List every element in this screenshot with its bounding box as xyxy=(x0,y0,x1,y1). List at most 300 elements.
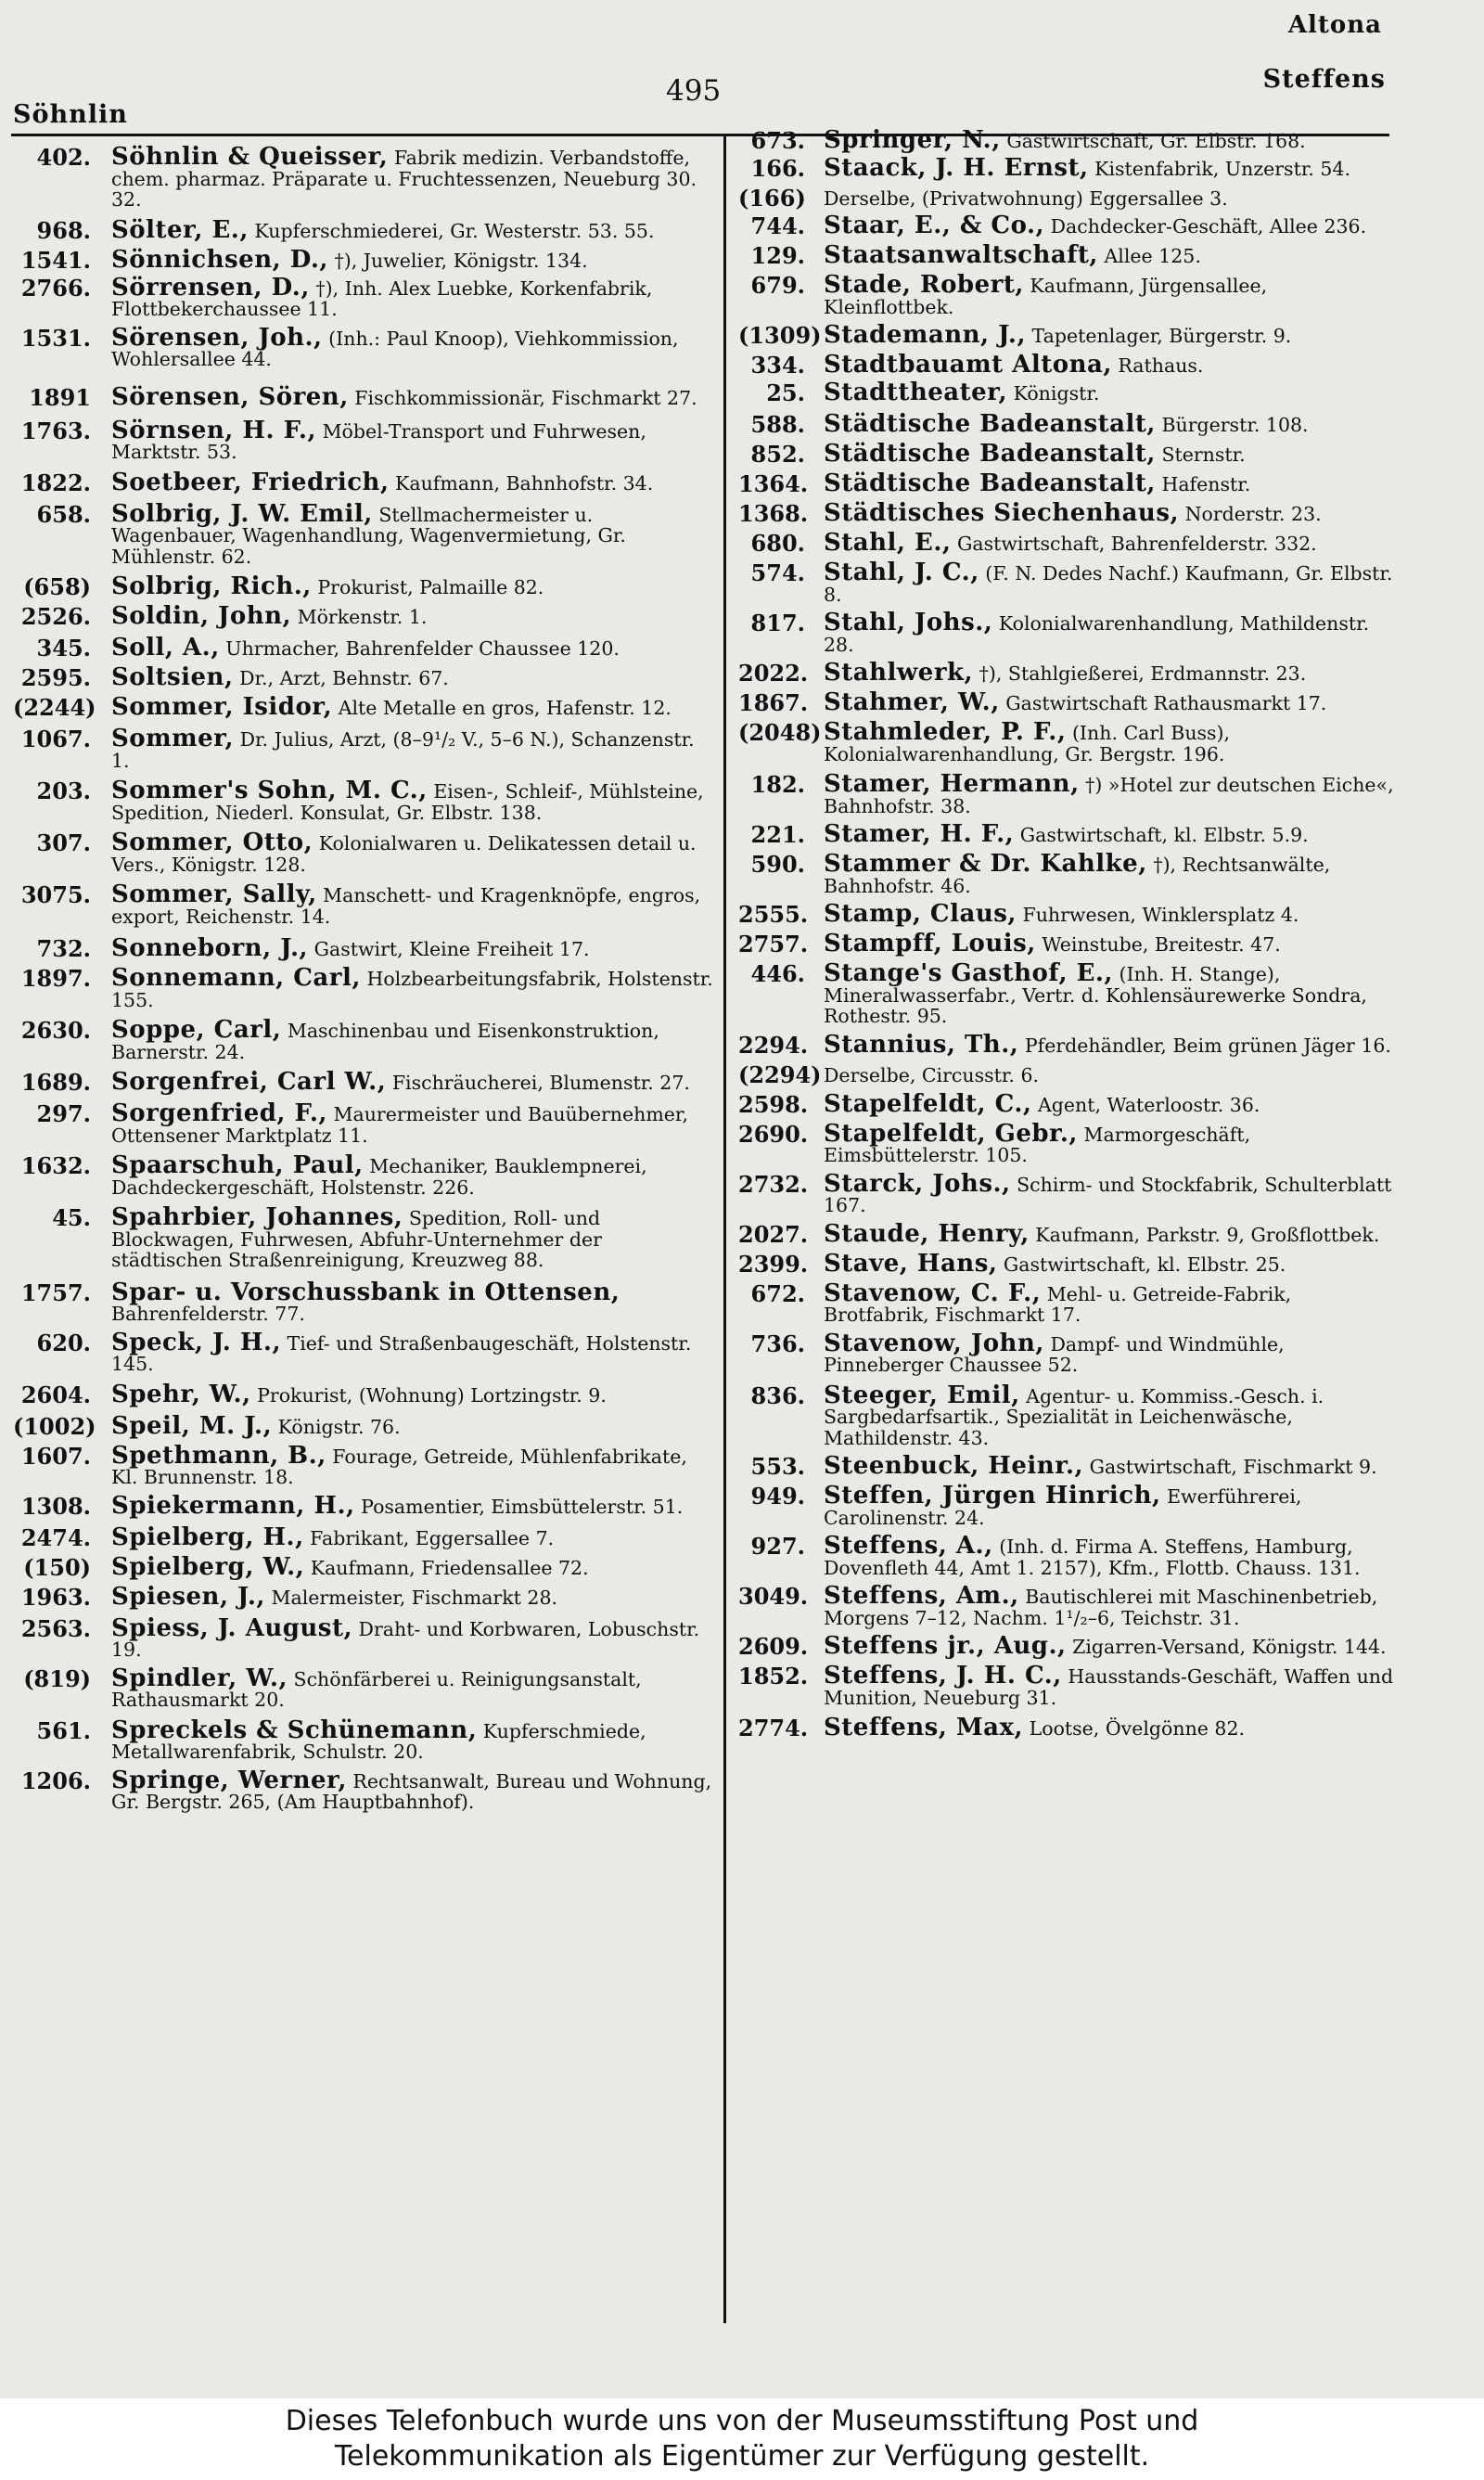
subscriber-name: Soppe, Carl, xyxy=(111,1016,282,1044)
subscriber-details: †), Inh. Alex Luebke, Korkenfabrik, Flottbekerchaussee 11. xyxy=(111,276,653,320)
entry-text xyxy=(111,693,718,721)
subscriber-details: †), Rechtsanwälte, Bahnhofstr. 46. xyxy=(824,854,1331,897)
subscriber-details: Marmorgeschäft, Eimsbüttelerstr. 105. xyxy=(824,1123,1251,1166)
running-head-left: Söhnlin xyxy=(13,100,128,129)
subscriber-name: Steffens jr., Aug., xyxy=(824,1632,1067,1660)
entry-text xyxy=(824,410,1397,438)
directory-entry xyxy=(13,1278,718,1325)
subscriber-name: Spreckels & Schünemann, xyxy=(111,1715,478,1744)
directory-entry xyxy=(13,1552,718,1581)
entry-text xyxy=(111,1068,718,1096)
footer-line-2: Telekommunikation als Eigentümer zur Verfügung gestellt. xyxy=(334,2440,1150,2473)
subscriber-name: Sorgenfrei, Carl W., xyxy=(111,1068,387,1096)
directory-entry xyxy=(13,1715,718,1763)
subscriber-name: Sönnichsen, D., xyxy=(111,245,328,274)
phone-number: 2598. xyxy=(738,1090,809,1118)
subscriber-name: Sommer, Sally, xyxy=(111,880,317,908)
subscriber-details: Uhrmacher, Bahrenfelder Chaussee 120. xyxy=(225,637,620,660)
phone-number: (1002) xyxy=(13,1412,96,1440)
subscriber-name: Stade, Robert, xyxy=(824,271,1024,299)
subscriber-name: Staar, E., & Co., xyxy=(824,212,1045,239)
subscriber-details: Dachdecker-Geschäft, Allee 236. xyxy=(1050,215,1367,238)
subscriber-name: Stapelfeldt, Gebr., xyxy=(824,1119,1078,1148)
directory-entry xyxy=(738,1279,1397,1326)
phone-number: 574. xyxy=(750,559,805,586)
directory-entry xyxy=(738,1169,1397,1216)
directory-entry xyxy=(13,1582,718,1611)
entry-text xyxy=(111,382,718,411)
phone-number: 2474. xyxy=(20,1523,91,1551)
subscriber-details: Rathaus. xyxy=(1118,354,1204,377)
directory-entry xyxy=(738,187,1397,210)
phone-number: 1867. xyxy=(738,689,809,716)
phone-number: 927. xyxy=(750,1533,805,1560)
subscriber-details: Kistenfabrik, Unzerstr. 54. xyxy=(1094,158,1350,180)
subscriber-name: Sommer's Sohn, M. C., xyxy=(111,777,428,804)
subscriber-name: Spar- u. Vorschussbank in Ottensen, xyxy=(111,1278,620,1306)
entry-text xyxy=(824,770,1397,817)
subscriber-name: Solbrig, J. W. Emil, xyxy=(111,499,373,528)
subscriber-name: Spethmann, B., xyxy=(111,1441,326,1470)
subscriber-details: Mörkenstr. 1. xyxy=(297,606,428,628)
subscriber-details: Kaufmann, Bahnhofstr. 34. xyxy=(395,471,654,495)
phone-number: 297. xyxy=(36,1100,91,1127)
directory-entry xyxy=(13,1441,718,1488)
subscriber-details: Möbel-Transport und Fuhrwesen, Marktstr. 53. xyxy=(111,419,646,463)
subscriber-name: Städtische Badeanstalt, xyxy=(824,469,1156,497)
subscriber-details: Mechaniker, Bauklempnerei, Dachdeckergeschäft, Holstenstr. 226. xyxy=(111,1155,647,1199)
subscriber-details: †) »Hotel zur deutschen Eiche«, Bahnhofstr. 38. xyxy=(824,774,1394,817)
directory-entry xyxy=(13,1099,718,1147)
directory-entry xyxy=(738,241,1397,269)
subscriber-name: Stahmleder, P. F., xyxy=(824,718,1067,746)
subscriber-details: Kaufmann, Friedensallee 72. xyxy=(310,1556,589,1579)
entry-text xyxy=(111,1328,718,1375)
entry-text xyxy=(111,880,718,928)
phone-number: 852. xyxy=(750,441,805,468)
subscriber-details: Derselbe, Circusstr. 6. xyxy=(824,1063,1040,1086)
subscriber-details: (Inh. d. Firma A. Steffens, Hamburg, Dovenfleth 44, Amt 1. 2157), Kfm., Flottb. Chauss. 131. xyxy=(824,1536,1361,1579)
entry-text xyxy=(111,964,718,1011)
directory-entry xyxy=(13,1411,718,1440)
subscriber-name: Stavenow, John, xyxy=(824,1329,1044,1357)
subscriber-details: (Inh.: Paul Knoop), Viehkommission, Wohlersallee 44. xyxy=(111,327,679,370)
entry-text xyxy=(824,1089,1397,1118)
subscriber-details: Schönfärberei u. Reinigungsanstalt, Rathausmarkt 20. xyxy=(111,1667,642,1711)
subscriber-name: Stahl, E., xyxy=(824,529,952,557)
subscriber-name: Sonneborn, J., xyxy=(111,934,309,962)
directory-entry xyxy=(13,382,718,411)
subscriber-details: Kupferschmiederei, Gr. Westerstr. 53. 55. xyxy=(254,219,655,242)
subscriber-details: Fischkommissionär, Fischmarkt 27. xyxy=(354,386,697,409)
subscriber-details: Schirm- und Stockfabrik, Schulterblatt 167. xyxy=(824,1173,1392,1216)
subscriber-name: Speck, J. H., xyxy=(111,1328,282,1356)
phone-number: 2595. xyxy=(20,664,91,691)
subscriber-name: Söhnlin & Queisser, xyxy=(111,143,389,171)
phone-number: 402. xyxy=(36,144,91,171)
phone-number: 45. xyxy=(52,1204,91,1231)
phone-number: 3075. xyxy=(20,881,91,908)
phone-number: 817. xyxy=(750,610,805,636)
subscriber-details: Draht- und Korbwaren, Lobuschstr. 19. xyxy=(111,1617,700,1661)
directory-entry xyxy=(13,1151,718,1199)
directory-entry xyxy=(13,468,718,496)
subscriber-name: Steeger, Emil, xyxy=(824,1381,1020,1409)
directory-entry xyxy=(738,900,1397,928)
subscriber-details: Maschinenbau und Eisenkonstruktion, Barnerstr. 24. xyxy=(111,1020,659,1063)
directory-entry xyxy=(13,1664,718,1711)
subscriber-name: Starck, Johs., xyxy=(824,1169,1011,1198)
subscriber-name: Spindler, W., xyxy=(111,1664,288,1692)
directory-entry xyxy=(738,154,1397,182)
phone-number: 446. xyxy=(750,960,805,987)
entry-text xyxy=(824,212,1397,239)
directory-entry xyxy=(738,1060,1397,1088)
subscriber-name: Stavenow, C. F., xyxy=(824,1279,1042,1307)
directory-entry xyxy=(13,416,718,463)
subscriber-details: Bürgerstr. 108. xyxy=(1161,414,1309,436)
entry-text xyxy=(824,1714,1397,1741)
directory-entry xyxy=(738,469,1397,497)
subscriber-details: (Inh. Carl Buss), Kolonialwarenhandlung, Gr. Bergstr. 196. xyxy=(824,722,1231,765)
subscriber-name: Städtische Badeanstalt, xyxy=(824,410,1156,438)
subscriber-details: Prokurist, (Wohnung) Lortzingstr. 9. xyxy=(257,1383,607,1407)
phone-number: 2604. xyxy=(20,1381,91,1408)
directory-entry xyxy=(738,770,1397,817)
subscriber-details: Sternstr. xyxy=(1161,443,1246,466)
subscriber-name: Spehr, W., xyxy=(111,1380,251,1408)
entry-text xyxy=(111,323,718,370)
phone-number: 1689. xyxy=(20,1069,91,1096)
subscriber-name: Sommer, Otto, xyxy=(111,829,313,856)
phone-number: 345. xyxy=(36,635,91,662)
directory-entry xyxy=(13,273,718,320)
phone-number: 2526. xyxy=(20,603,91,630)
phone-number: 25. xyxy=(766,379,805,406)
subscriber-details: Fabrik medizin. Verbandstoffe, chem. pharmaz. Präparate u. Fruchtessenzen, Neueburg 30. 32. xyxy=(111,147,697,211)
subscriber-name: Sonnemann, Carl, xyxy=(111,964,361,992)
directory-entry xyxy=(738,1219,1397,1248)
phone-number: 2690. xyxy=(738,1120,809,1148)
subscriber-details: (Inh. H. Stange), Mineralwasserfabr., Vertr. d. Kohlensäurewerke Sondra, Rothestr. 95. xyxy=(824,963,1367,1027)
subscriber-details: Kolonialwarenhandlung, Mathildenstr. 28. xyxy=(824,612,1370,656)
phone-number: 1067. xyxy=(20,726,91,752)
entry-text xyxy=(111,1523,718,1551)
directory-entry xyxy=(13,215,718,244)
phone-number: (2048) xyxy=(738,719,822,746)
subscriber-name: Stannius, Th., xyxy=(824,1030,1019,1059)
subscriber-name: Steffens, Max, xyxy=(824,1714,1024,1741)
subscriber-details: Tief- und Straßenbaugeschäft, Holstenstr. 145. xyxy=(111,1331,692,1375)
subscriber-details: Kaufmann, Parkstr. 9, Großflottbek. xyxy=(1035,1223,1380,1246)
entry-text xyxy=(824,1119,1397,1166)
subscriber-details: Derselbe, (Privatwohnung) Eggersallee 3. xyxy=(824,187,1228,210)
entry-text xyxy=(824,1064,1397,1086)
subscriber-details: Fourage, Getreide, Mühlenfabrikate, Kl. Brunnenstr. 18. xyxy=(111,1445,687,1488)
subscriber-details: Dr. Julius, Arzt, (8–9¹/₂ V., 5–6 N.), Schanzenstr. 1. xyxy=(111,728,695,772)
phone-number: 221. xyxy=(750,821,805,848)
phone-number: (2294) xyxy=(738,1060,822,1088)
directory-entry xyxy=(738,271,1397,318)
directory-entry xyxy=(738,1452,1397,1480)
entry-text xyxy=(824,1030,1397,1059)
subscriber-name: Spielberg, H., xyxy=(111,1523,304,1551)
subscriber-details: Lootse, Övelgönne 82. xyxy=(1029,1717,1246,1740)
subscriber-details: Gastwirtschaft, Bahrenfelderstr. 332. xyxy=(956,533,1317,555)
phone-number: 2766. xyxy=(20,274,91,302)
subscriber-name: Stapelfeldt, C., xyxy=(824,1089,1032,1118)
subscriber-details: (F. N. Dedes Nachf.) Kaufmann, Gr. Elbstr. 8. xyxy=(824,562,1393,606)
entry-text xyxy=(824,529,1397,557)
subscriber-name: Sörrensen, D., xyxy=(111,273,310,302)
entry-text xyxy=(824,1279,1397,1326)
subscriber-name: Sorgenfried, F., xyxy=(111,1099,327,1127)
subscriber-details: Gastwirtschaft, Fischmarkt 9. xyxy=(1089,1456,1377,1478)
entry-text xyxy=(111,416,718,463)
subscriber-details: Königstr. 76. xyxy=(277,1415,401,1438)
directory-entry xyxy=(13,602,718,630)
subscriber-details: Ewerführerei, Carolinenstr. 24. xyxy=(824,1485,1302,1529)
phone-number: 1897. xyxy=(20,965,91,992)
directory-entry xyxy=(13,1613,718,1661)
phone-number: (2244) xyxy=(13,694,96,721)
directory-entry xyxy=(738,212,1397,239)
directory-entry xyxy=(13,777,718,824)
entry-text xyxy=(824,499,1397,527)
subscriber-details: Kupferschmiede, Metallwarenfabrik, Schulstr. 20. xyxy=(111,1719,646,1763)
subscriber-details: Alte Metalle en gros, Hafenstr. 12. xyxy=(338,697,672,719)
directory-entry xyxy=(738,659,1397,687)
subscriber-details: Spedition, Roll- und Blockwagen, Fuhrwesen, Abfuhr-Unternehmer der städtischen Straßenreinigung, Kreuzweg 88. xyxy=(111,1207,602,1271)
directory-entry xyxy=(738,1714,1397,1741)
phone-number: 203. xyxy=(36,777,91,804)
directory-entry xyxy=(13,880,718,928)
entry-text xyxy=(824,1532,1397,1579)
entry-text xyxy=(824,241,1397,269)
directory-entry xyxy=(738,529,1397,557)
directory-entry xyxy=(738,1030,1397,1059)
phone-number: 2399. xyxy=(738,1250,809,1278)
directory-entry xyxy=(738,1381,1397,1449)
entry-text xyxy=(111,499,718,568)
entry-text xyxy=(111,1766,718,1813)
phone-number: 658. xyxy=(36,500,91,528)
phone-number: 2294. xyxy=(738,1031,809,1059)
phone-number: 1822. xyxy=(20,469,91,496)
entry-text xyxy=(111,829,718,876)
phone-number: 836. xyxy=(750,1381,805,1409)
directory-entry xyxy=(738,559,1397,606)
subscriber-details: Bahrenfelderstr. 77. xyxy=(111,1303,305,1325)
entry-text xyxy=(824,440,1397,468)
subscriber-details: †), Juwelier, Königstr. 134. xyxy=(334,249,588,272)
subscriber-name: Soldin, John, xyxy=(111,602,292,630)
entry-text xyxy=(824,559,1397,606)
subscriber-name: Speil, M. J., xyxy=(111,1411,273,1440)
entry-text xyxy=(111,1203,718,1271)
subscriber-name: Stademann, J., xyxy=(824,321,1027,349)
entry-text xyxy=(111,245,718,274)
directory-entry xyxy=(738,1662,1397,1709)
phone-number: 2757. xyxy=(738,931,809,957)
entry-text xyxy=(824,850,1397,897)
subscriber-name: Soll, A., xyxy=(111,634,220,662)
phone-number: (1309) xyxy=(738,322,822,349)
phone-number: 1632. xyxy=(20,1152,91,1179)
directory-entry xyxy=(738,351,1397,379)
directory-entry xyxy=(738,1482,1397,1529)
entry-text xyxy=(111,1613,718,1661)
entry-text xyxy=(111,572,718,600)
subscriber-details: Rechtsanwalt, Bureau und Wohnung, Gr. Bergstr. 265, (Am Hauptbahnhof). xyxy=(111,1769,712,1813)
phone-number: 2027. xyxy=(738,1220,809,1248)
phone-number: 2555. xyxy=(738,901,809,928)
subscriber-details: Maurermeister und Bauübernehmer, Ottensener Marktplatz 11. xyxy=(111,1103,688,1147)
directory-entry xyxy=(13,693,718,721)
phone-number: 968. xyxy=(36,216,91,244)
subscriber-details: †), Stahlgießerei, Erdmannstr. 23. xyxy=(979,662,1307,685)
entry-text xyxy=(824,609,1397,656)
entry-text xyxy=(111,1278,718,1325)
subscriber-name: Spiekermann, H., xyxy=(111,1491,355,1520)
subscriber-details: Weinstube, Breitestr. 47. xyxy=(1042,933,1281,956)
entry-text xyxy=(824,1249,1397,1278)
directory-entry xyxy=(738,1119,1397,1166)
subscriber-name: Stampff, Louis, xyxy=(824,930,1036,957)
subscriber-name: Sörnsen, H. F., xyxy=(111,416,317,444)
subscriber-name: Spaarschuh, Paul, xyxy=(111,1151,364,1179)
directory-entry xyxy=(13,934,718,962)
subscriber-details: Agent, Waterloostr. 36. xyxy=(1038,1093,1260,1116)
subscriber-name: Sörensen, Sören, xyxy=(111,382,349,411)
directory-entry xyxy=(738,820,1397,848)
phone-number: 732. xyxy=(36,935,91,962)
subscriber-details: Agentur- u. Kommiss.-Gesch. i. Sargbedarfsartik., Spezialität in Leichenwäsche, Mathildenstr. 43. xyxy=(824,1384,1324,1449)
directory-entry xyxy=(738,688,1397,716)
entry-text xyxy=(111,1151,718,1199)
subscriber-name: Spiesen, J., xyxy=(111,1582,265,1611)
phone-number: 1963. xyxy=(20,1583,91,1611)
directory-entry xyxy=(738,1582,1397,1629)
entry-text xyxy=(111,1664,718,1711)
directory-entry xyxy=(738,410,1397,438)
directory-entry xyxy=(13,964,718,1011)
phone-number: 553. xyxy=(750,1453,805,1480)
directory-entry xyxy=(13,663,718,691)
column-divider xyxy=(723,134,726,2323)
entry-text xyxy=(111,1715,718,1763)
directory-entry xyxy=(13,1523,718,1551)
entry-text xyxy=(824,1632,1397,1660)
entry-text xyxy=(111,663,718,691)
entry-text xyxy=(111,468,718,496)
directory-entry xyxy=(738,609,1397,656)
subscriber-name: Staude, Henry, xyxy=(824,1219,1030,1248)
entry-text xyxy=(111,273,718,320)
phone-number: (150) xyxy=(23,1553,91,1581)
phone-number: 166. xyxy=(750,155,805,182)
entry-text xyxy=(824,379,1397,406)
subscriber-name: Steenbuck, Heinr., xyxy=(824,1452,1084,1480)
entry-text xyxy=(824,351,1397,379)
subscriber-details: Allee 125. xyxy=(1104,245,1201,267)
subscriber-details: Prokurist, Palmaille 82. xyxy=(317,576,544,598)
directory-entry xyxy=(738,1329,1397,1376)
entry-text xyxy=(824,1219,1397,1248)
subscriber-details: Mehl- u. Getreide-Fabrik, Brotfabrik, Fischmarkt 17. xyxy=(824,1282,1292,1326)
subscriber-name: Soltsien, xyxy=(111,663,234,691)
subscriber-details: Kolonialwaren u. Delikatessen detail u. Vers., Königstr. 128. xyxy=(111,832,697,876)
entry-text xyxy=(824,126,1397,154)
attribution-footer xyxy=(0,2398,1484,2480)
subscriber-name: Stamp, Claus, xyxy=(824,900,1017,928)
entry-text xyxy=(111,1552,718,1581)
directory-entry xyxy=(738,440,1397,468)
subscriber-details: Gastwirtschaft, kl. Elbstr. 25. xyxy=(1003,1253,1286,1276)
entry-text xyxy=(824,1582,1397,1629)
phone-number: 1541. xyxy=(20,246,91,274)
subscriber-name: Sölter, E., xyxy=(111,215,249,244)
subscriber-details: Hafenstr. xyxy=(1161,473,1251,495)
subscriber-name: Steffens, J. H. C., xyxy=(824,1662,1062,1690)
directory-entry xyxy=(738,379,1397,406)
subscriber-details: Königstr. xyxy=(1013,382,1100,405)
subscriber-name: Spiess, J. August, xyxy=(111,1613,352,1642)
phone-number: 1852. xyxy=(738,1663,809,1690)
directory-entry xyxy=(13,1016,718,1063)
entry-text xyxy=(824,1662,1397,1709)
phone-number: 129. xyxy=(750,242,805,269)
directory-entry xyxy=(13,1203,718,1271)
subscriber-name: Sommer, Isidor, xyxy=(111,693,333,721)
phone-number: 3049. xyxy=(738,1583,809,1610)
phone-number: 744. xyxy=(750,212,805,239)
entry-text xyxy=(824,959,1397,1027)
entry-text xyxy=(824,930,1397,957)
phone-number: 1891 xyxy=(29,383,91,411)
directory-entry xyxy=(13,1328,718,1375)
phone-number: 1531. xyxy=(20,324,91,352)
subscriber-details: Fischräucherei, Blumenstr. 27. xyxy=(391,1072,690,1094)
subscriber-name: Steffens, Am., xyxy=(824,1582,1019,1610)
directory-entry xyxy=(738,321,1397,349)
phone-number: 1763. xyxy=(20,417,91,444)
subscriber-name: Stammer & Dr. Kahlke, xyxy=(824,850,1147,878)
entry-text xyxy=(111,143,718,211)
entry-text xyxy=(824,154,1397,182)
phone-number: 2732. xyxy=(738,1170,809,1198)
entry-text xyxy=(111,634,718,662)
subscriber-details: Gastwirt, Kleine Freiheit 17. xyxy=(313,938,590,960)
directory-entry xyxy=(13,245,718,274)
entry-text xyxy=(824,1482,1397,1529)
subscriber-details: Eisen-, Schleif-, Mühlsteine, Spedition, Niederl. Konsulat, Gr. Elbstr. 138. xyxy=(111,780,704,824)
directory-entry xyxy=(738,850,1397,897)
entry-text xyxy=(111,1441,718,1488)
subscriber-details: Manschett- und Kragenknöpfe, engros, export, Reichenstr. 14. xyxy=(111,884,701,928)
phone-number: 1368. xyxy=(738,500,809,527)
subscriber-details: Fabrikant, Eggersallee 7. xyxy=(310,1526,555,1549)
subscriber-name: Stahl, Johs., xyxy=(824,609,993,636)
subscriber-details: Bautischlerei mit Maschinenbetrieb, Morgens 7–12, Nachm. 1¹/₂–6, Teichstr. 31. xyxy=(824,1586,1378,1629)
subscriber-details: Fuhrwesen, Winklersplatz 4. xyxy=(1022,904,1299,926)
directory-entry xyxy=(738,126,1397,154)
directory-entry xyxy=(13,1766,718,1813)
phone-number: (819) xyxy=(23,1664,91,1692)
entry-text xyxy=(824,1329,1397,1376)
phone-number: 2022. xyxy=(738,660,809,687)
subscriber-details: Stellmachermeister u. Wagenbauer, Wagenhandlung, Wagenvermietung, Gr. Mühlenstr. 62. xyxy=(111,503,626,568)
